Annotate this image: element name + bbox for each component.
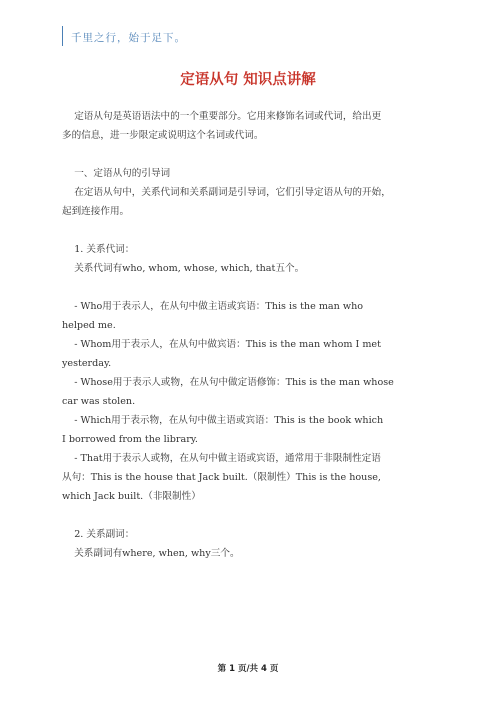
subsection-heading: 1. 关系代词：: [62, 244, 135, 255]
paragraph-line: 关系副词有where, when, why三个。: [62, 548, 240, 559]
list-item-line: 从句：This is the house that Jack built.（限制性）This is the house,: [62, 472, 381, 483]
list-item-line: helped me.: [62, 320, 116, 331]
list-item-line: which Jack built.（非限制性）: [62, 491, 201, 502]
list-item-line: car was stolen.: [62, 396, 136, 407]
list-item-line: yesterday.: [62, 358, 112, 369]
section-heading: 一、定语从句的引导词: [62, 168, 171, 179]
paragraph-line: 关系代词有who, whom, whose, which, that五个。: [62, 263, 305, 274]
list-item-line: - Whom用于表示人，在从句中做宾语：This is the man whom I met: [62, 339, 381, 350]
paragraph-line: 定语从句是英语语法中的一个重要部分。它用来修饰名词或代词，给出更: [62, 111, 382, 122]
page-number: 第 1 页/共 4 页: [217, 664, 279, 674]
list-item-line: - Which用于表示物，在从句中做主语或宾语：This is the book which: [62, 415, 384, 426]
page-header: [62, 26, 186, 46]
list-item-line: - Whose用于表示人或物，在从句中做定语修饰：This is the man whose: [62, 377, 394, 388]
list-item-line: I borrowed from the library.: [62, 434, 198, 445]
list-item-line: - Who用于表示人，在从句中做主语或宾语：This is the man who: [62, 301, 364, 312]
document-title: 定语从句 知识点讲解: [180, 72, 316, 88]
header-motto: 千里之行，始于足下。: [71, 32, 186, 44]
document-body: [62, 107, 442, 563]
paragraph-line: 起到连接作用。: [62, 206, 130, 217]
list-item-line: - That用于表示人或物，在从句中做主语或宾语，通常用于非限制性定语: [62, 453, 381, 464]
paragraph-line: 在定语从句中，关系代词和关系副词是引导词，它们引导定语从句的开始，: [62, 187, 391, 198]
subsection-heading: 2. 关系副词：: [62, 529, 135, 540]
paragraph-line: 多的信息，进一步限定或说明这个名词或代词。: [62, 130, 264, 141]
